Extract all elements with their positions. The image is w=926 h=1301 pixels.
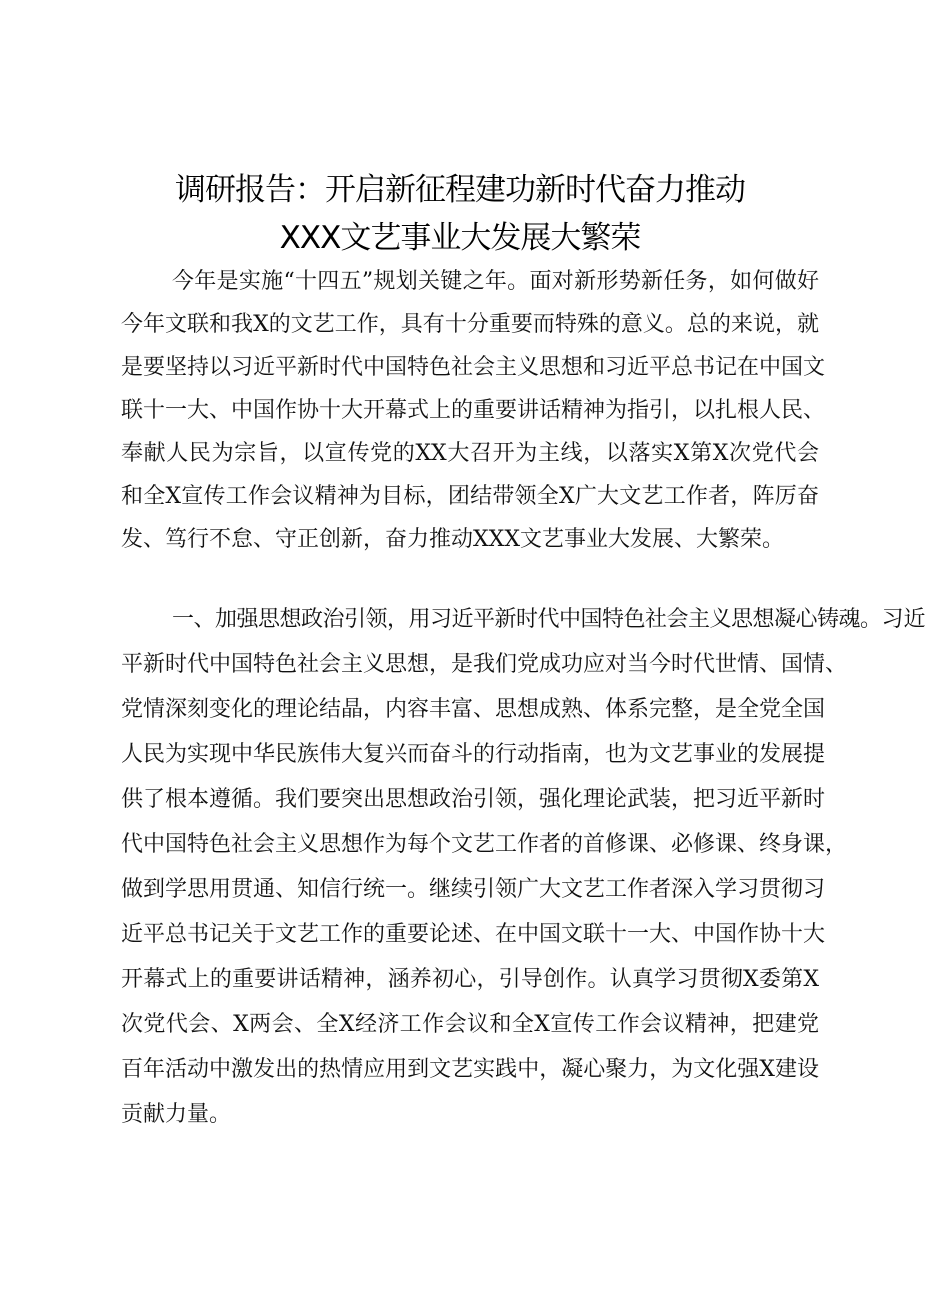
- paragraph-line: 今年文联和我X的文艺工作，具有十分重要而特殊的意义。总的来说，就: [121, 312, 819, 337]
- paragraph-line: 发、笃行不怠、守正创新，奋力推动XXX文艺事业大发展、大繁荣。: [121, 527, 784, 552]
- paragraph-line: 做到学思用贯通、知信行统一。继续引领广大文艺工作者深入学习贯彻习: [121, 877, 826, 902]
- paragraph-line: 供了根本遵循。我们要突出思想政治引领，强化理论武装，把习近平新时: [121, 787, 826, 812]
- paragraph-line: 联十一大、中国作协十大开幕式上的重要讲话精神为指引，以扎根人民、: [121, 398, 826, 423]
- paragraph-line: [121, 597, 926, 642]
- document-title-line-2: XXX文艺事业大发展大繁荣: [279, 220, 641, 256]
- paragraph-line: 今年是实施“十四五”规划关键之年。面对新形势新任务，如何做好: [172, 269, 819, 294]
- paragraph-line: 是要坚持以习近平新时代中国特色社会主义思想和习近平总书记在中国文: [121, 355, 826, 380]
- paragraph-line: 奉献人民为宗旨，以宣传党的XX大召开为主线，以落实X第X次党代会: [121, 441, 819, 466]
- paragraph-line: 代中国特色社会主义思想作为每个文艺工作者的首修课、必修课、终身课，: [121, 832, 848, 857]
- paragraph-line: 贡献力量。: [121, 1102, 232, 1127]
- paragraph-line: 次党代会、X两会、全X经济工作会议和全X宣传工作会议精神，把建党: [121, 1012, 819, 1037]
- paragraph-line: 开幕式上的重要讲话精神，涵养初心，引导创作。认真学习贯彻X委第X: [121, 967, 819, 992]
- paragraph-line: 百年活动中激发出的热情应用到文艺实践中，凝心聚力，为文化强X建设: [121, 1057, 819, 1082]
- paragraph-line-rest: 习近: [881, 607, 926, 632]
- paragraph-line: 近平总书记关于文艺工作的重要论述、在中国文联十一大、中国作协十大: [121, 922, 826, 947]
- paragraph-intro: [121, 260, 826, 561]
- paragraph-line: 和全X宣传工作会议精神为目标，团结带领全X广大文艺工作者，阵厉奋: [121, 484, 819, 509]
- paragraph-line: 平新时代中国特色社会主义思想，是我们党成功应对当今时代世情、国情、: [121, 652, 848, 677]
- paragraph-section-1: [121, 597, 926, 1137]
- paragraph-line: 党情深刻变化的理论结晶，内容丰富、思想成熟、体系完整，是全党全国: [121, 697, 826, 722]
- document-title-line-1: 调研报告：开启新征程建功新时代奋力推动: [175, 172, 745, 208]
- section-heading: 一、加强思想政治引领，用习近平新时代中国特色社会主义思想凝心铸魂。: [172, 607, 882, 632]
- paragraph-line: 人民为实现中华民族伟大复兴而奋斗的行动指南，也为文艺事业的发展提: [121, 742, 826, 767]
